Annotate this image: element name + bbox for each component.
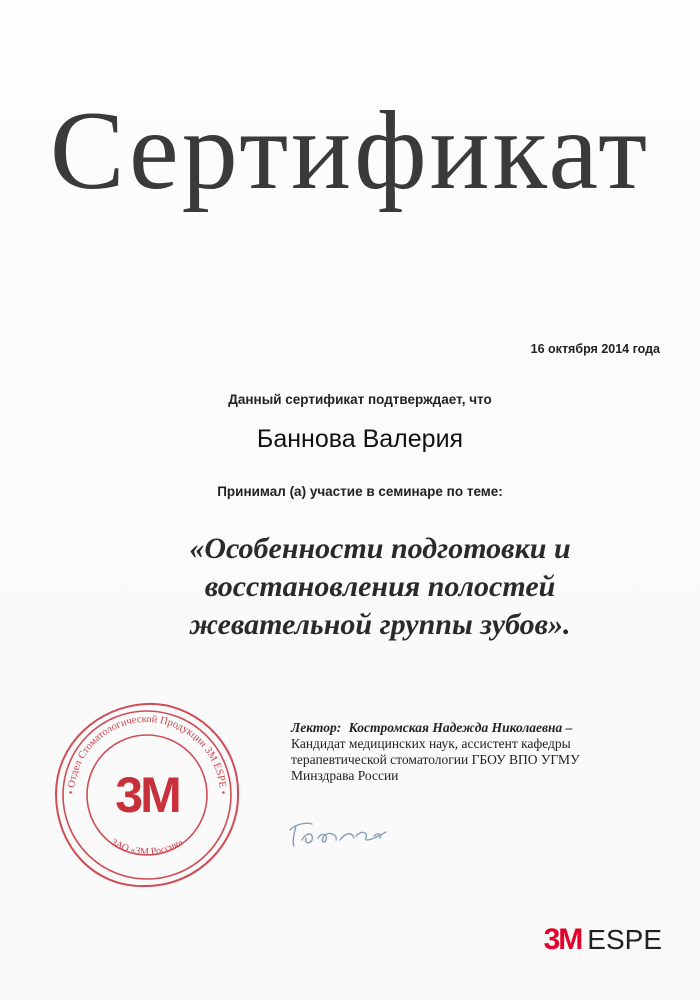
lecturer-header (291, 720, 671, 736)
lecturer-role: Лектор: (291, 720, 342, 735)
topic-line: восстановления полостей (204, 570, 556, 603)
brand-logo (544, 925, 662, 955)
brand-3m-logo: 3M (543, 923, 582, 956)
seal-ring-text: • Отдел Стоматологической Продукции 3M ESPE • (65, 713, 229, 795)
lecturer-detail: Минздрава России (291, 768, 399, 783)
lecturer-name: Костромская Надежда Николаевна – (348, 720, 573, 735)
seminar-topic (130, 530, 630, 644)
lecturer-detail: терапевтической стоматологии ГБОУ ВПО УГМУ (291, 752, 580, 767)
seal-bottom-text: ЗАО «3М Россия» (108, 836, 186, 858)
confirm-text: Данный сертификат подтверждает, что (228, 392, 492, 407)
recipient-name: Баннова Валерия (256, 425, 464, 453)
participated-text: Принимал (а) участие в семинаре по теме: (217, 484, 503, 499)
certificate-title: Сертификат (49, 89, 651, 213)
lecturer-signature (282, 810, 402, 855)
topic-line: «Особенности подготовки и (189, 532, 571, 565)
company-seal-stamp (52, 700, 242, 890)
certificate-date: 16 октября 2014 года (530, 342, 660, 356)
topic-line: жевательной группы зубов». (189, 608, 571, 641)
lecturer-block (291, 720, 671, 784)
brand-espe-logo: ESPE (587, 924, 662, 955)
seal-logo: 3M (115, 767, 179, 823)
lecturer-detail: Кандидат медицинских наук, ассистент кафедры (291, 736, 571, 751)
